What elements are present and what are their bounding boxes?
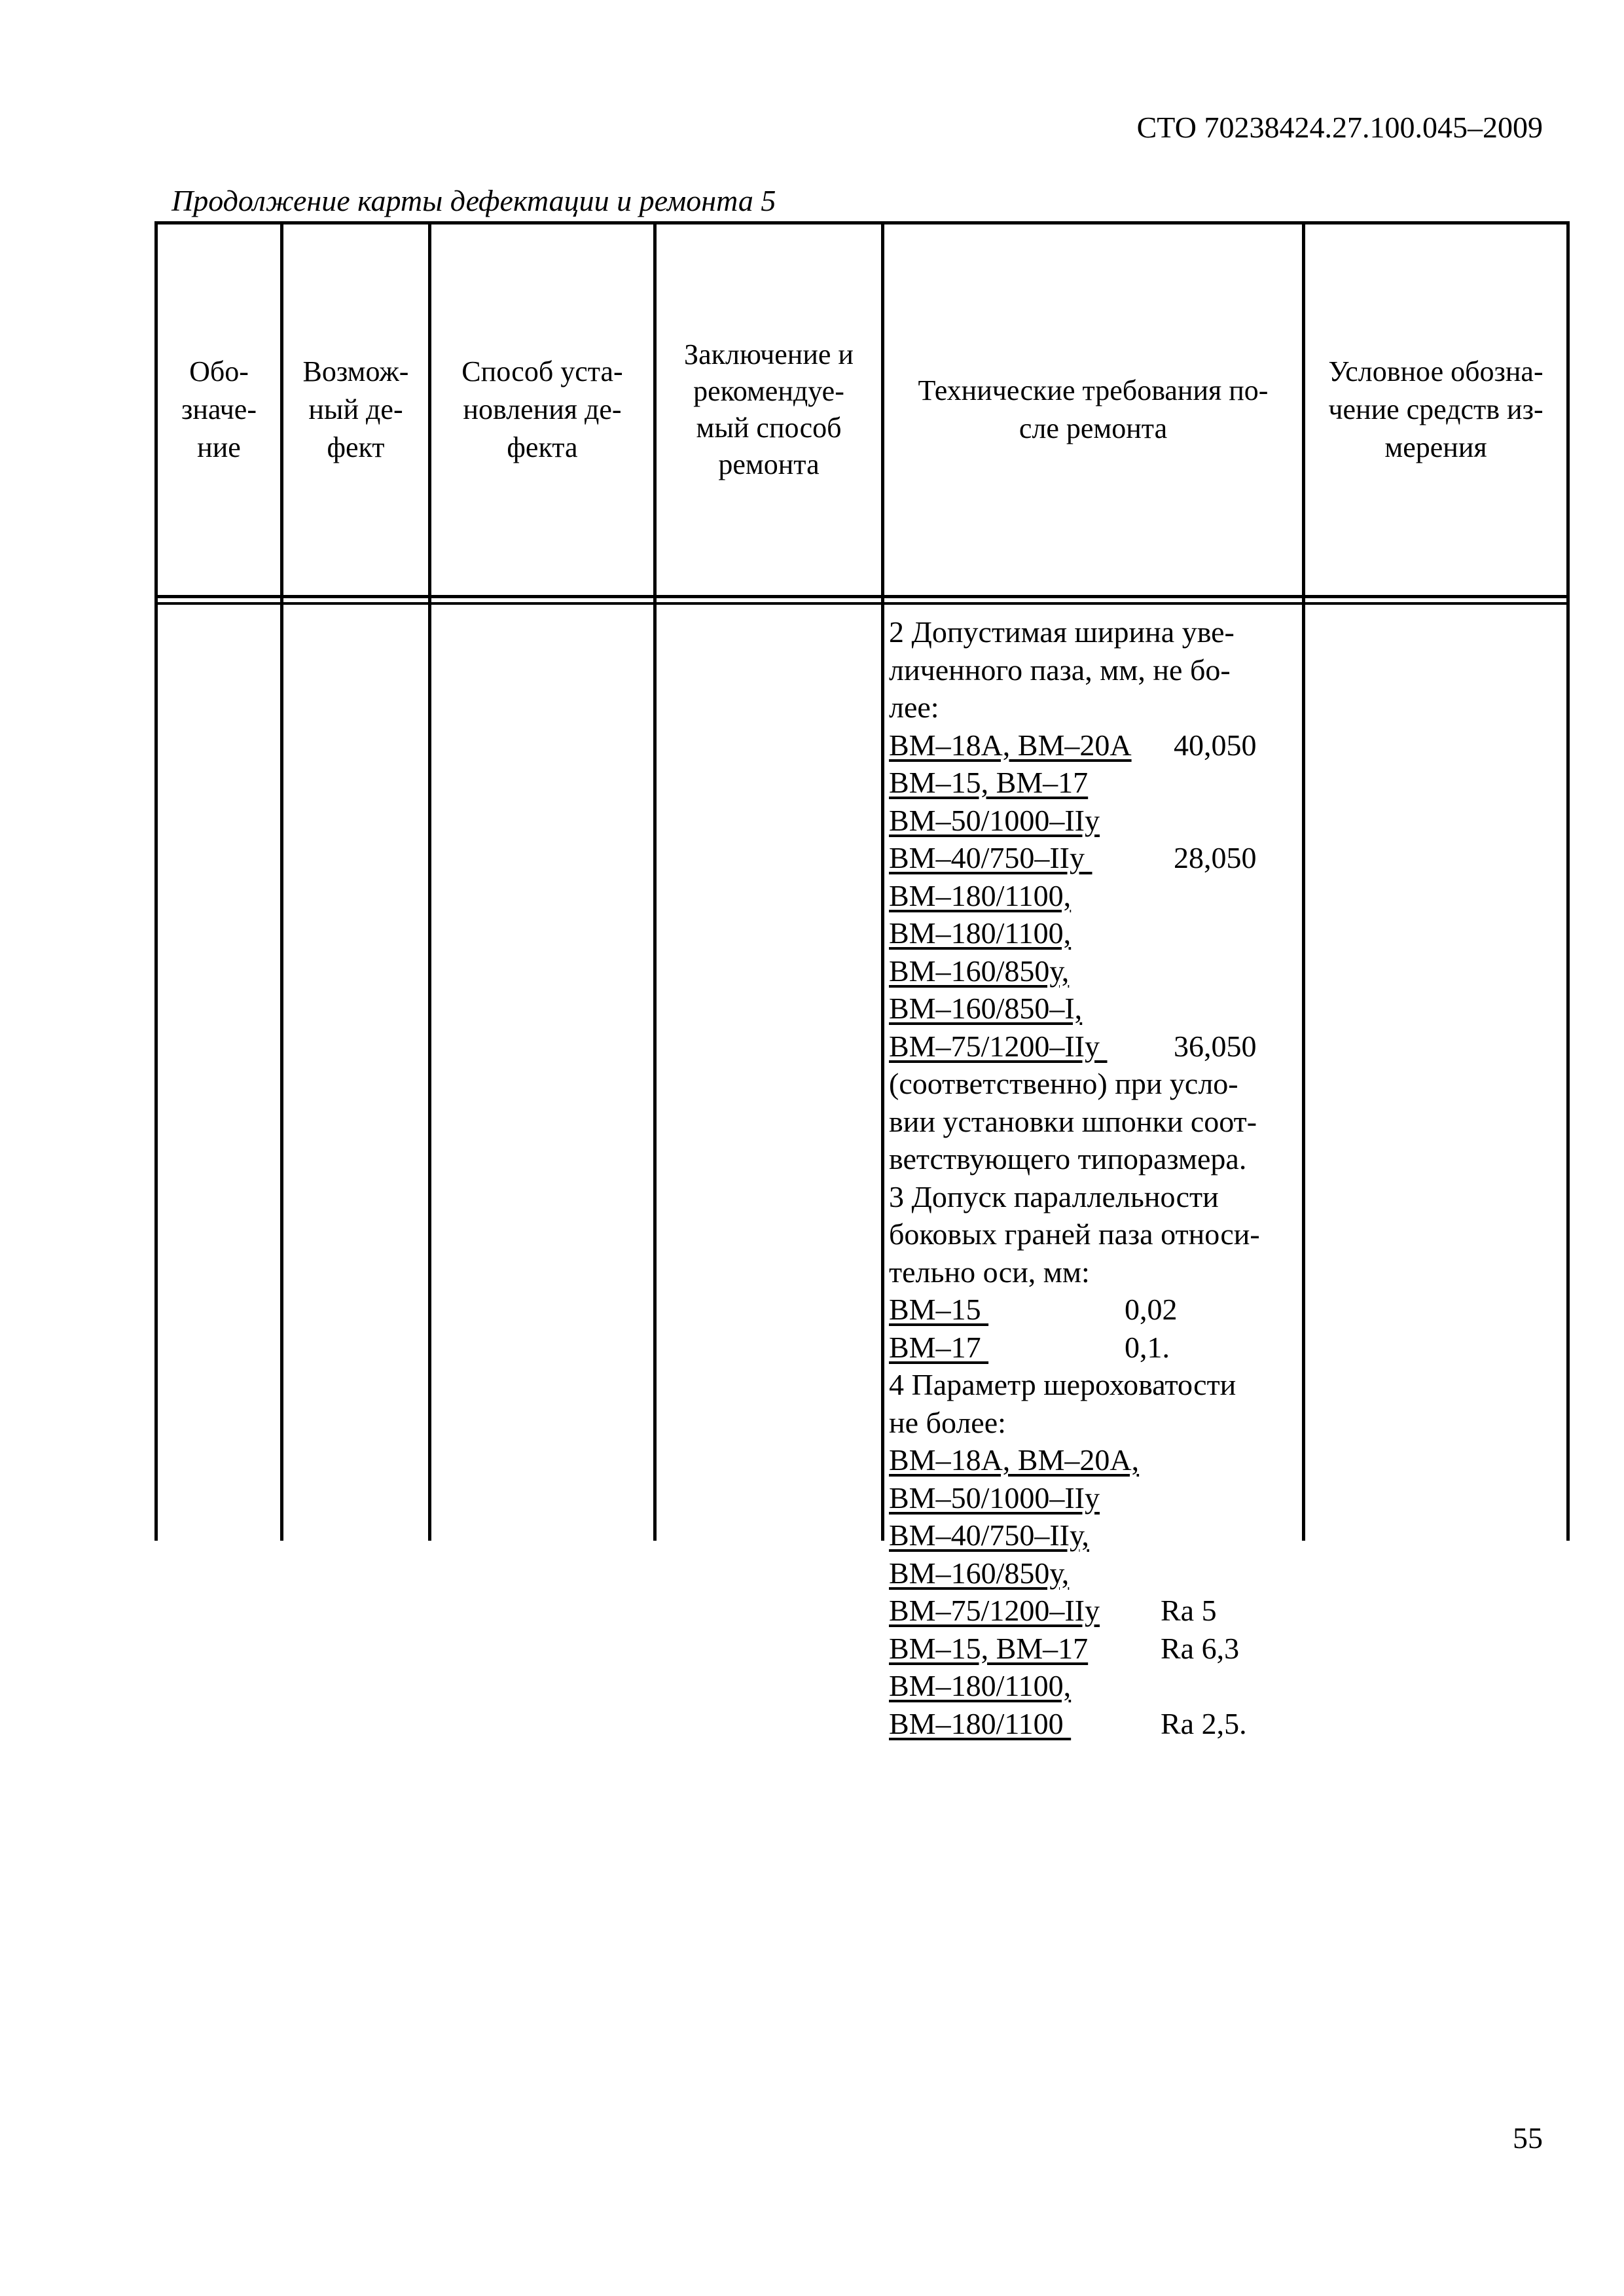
requirement-text: 4 Параметр шероховатости xyxy=(889,1368,1236,1401)
equipment-model: ВМ–180/1100, xyxy=(889,1669,1072,1702)
column-header-measuring-instruments: Условное обозна- чение средств из- мерения xyxy=(1328,355,1543,463)
requirement-text: лее: xyxy=(889,691,939,724)
requirement-line xyxy=(889,1178,1453,1216)
requirement-line xyxy=(889,1366,1453,1404)
requirement-line xyxy=(889,613,1453,651)
requirement-value: Ra 5 xyxy=(1161,1594,1217,1627)
requirement-line xyxy=(889,802,1453,840)
table-caption: Продолжение карты дефектации и ремонта 5 xyxy=(171,184,776,217)
equipment-model: ВМ–50/1000–IIу xyxy=(889,1480,1100,1515)
requirement-line xyxy=(889,1329,1453,1367)
equipment-model: ВМ–15 xyxy=(889,1293,989,1326)
equipment-model: ВМ–75/1200–IIу xyxy=(889,1029,1108,1063)
column-header-technical-requirements: Технические требования по- сле ремонта xyxy=(918,374,1269,444)
equipment-model: ВМ–180/1100, xyxy=(889,878,1072,912)
requirement-line xyxy=(889,1554,1453,1592)
equipment-model: ВМ–50/1000–IIу xyxy=(889,803,1100,837)
requirement-line xyxy=(889,1630,1453,1668)
column-header-possible-defect: Возмож- ный де- фект xyxy=(302,355,409,463)
requirement-value: 36,050 xyxy=(1174,1029,1257,1063)
requirement-line xyxy=(889,990,1453,1028)
requirement-text: не более: xyxy=(889,1405,1006,1439)
requirement-line xyxy=(889,1404,1453,1442)
requirement-line xyxy=(889,839,1453,877)
requirement-value: Ra 6,3 xyxy=(1161,1631,1240,1665)
requirement-line xyxy=(889,1516,1453,1554)
requirement-line xyxy=(889,1253,1453,1291)
equipment-model: ВМ–160/850–I, xyxy=(889,992,1083,1025)
requirement-value: 28,050 xyxy=(1174,841,1257,874)
equipment-model: ВМ–160/850у, xyxy=(889,1556,1070,1590)
requirement-line xyxy=(889,1479,1453,1517)
requirement-line xyxy=(889,1028,1453,1066)
requirement-line xyxy=(889,1441,1453,1479)
column-header-conclusion: Заключение и рекомендуе- мый способ ремонта xyxy=(684,338,854,480)
requirement-text: 2 Допустимая ширина уве- xyxy=(889,615,1235,649)
requirement-line xyxy=(889,952,1453,990)
equipment-model: ВМ–18А, ВМ–20А xyxy=(889,728,1132,762)
requirement-text: ветствующего типоразмера. xyxy=(889,1142,1247,1175)
equipment-model: ВМ–75/1200–IIу xyxy=(889,1594,1100,1627)
requirement-line xyxy=(889,1140,1453,1178)
requirement-line xyxy=(889,1065,1453,1103)
page-number: 55 xyxy=(1513,2121,1543,2155)
requirement-line xyxy=(889,914,1453,952)
equipment-model: ВМ–40/750–IIу xyxy=(889,841,1092,874)
equipment-model: ВМ–15, ВМ–17 xyxy=(889,766,1089,799)
requirement-line xyxy=(889,689,1453,726)
equipment-model: ВМ–15, ВМ–17 xyxy=(889,1631,1089,1665)
requirement-value: Ra 2,5. xyxy=(1161,1706,1247,1740)
column-border xyxy=(1566,221,1570,1541)
requirement-value: 0,1. xyxy=(1125,1330,1170,1364)
requirement-value: 40,050 xyxy=(1174,728,1257,762)
requirement-line xyxy=(889,1667,1453,1705)
requirement-line xyxy=(889,1705,1453,1743)
requirement-line xyxy=(889,1103,1453,1141)
equipment-model: ВМ–40/750–IIу, xyxy=(889,1518,1089,1552)
requirement-text: боковых граней паза относи- xyxy=(889,1217,1260,1251)
equipment-model: ВМ–180/1100, xyxy=(889,916,1072,950)
requirement-line xyxy=(889,726,1453,764)
document-code: СТО 70238424.27.100.045–2009 xyxy=(1136,111,1543,144)
header-divider-line xyxy=(154,595,1570,598)
equipment-model: ВМ–17 xyxy=(889,1330,989,1364)
column-header-designation: Обо- значе- ние xyxy=(181,355,257,463)
requirement-text: тельно оси, мм: xyxy=(889,1255,1090,1289)
requirement-text: личенного паза, мм, не бо- xyxy=(889,653,1231,687)
requirement-value: 0,02 xyxy=(1125,1293,1178,1326)
requirement-text: 3 Допуск параллельности xyxy=(889,1179,1219,1213)
technical-requirements-text xyxy=(889,613,1453,1742)
equipment-model: ВМ–18А, ВМ–20А, xyxy=(889,1443,1140,1477)
header-divider-line-double xyxy=(154,602,1570,605)
requirement-text: (соответственно) при усло- xyxy=(889,1067,1238,1100)
requirement-line xyxy=(889,877,1453,915)
equipment-model: ВМ–160/850у, xyxy=(889,954,1070,988)
requirement-line xyxy=(889,764,1453,802)
requirement-line xyxy=(889,1291,1453,1329)
equipment-model: ВМ–180/1100 xyxy=(889,1706,1072,1740)
requirement-line xyxy=(889,651,1453,689)
requirement-line xyxy=(889,1215,1453,1253)
column-header-detection-method: Способ уста- новления де- фекта xyxy=(461,355,623,463)
requirement-line xyxy=(889,1592,1453,1630)
requirement-text: вии установки шпонки соот- xyxy=(889,1104,1257,1138)
defect-table xyxy=(154,221,1570,1740)
